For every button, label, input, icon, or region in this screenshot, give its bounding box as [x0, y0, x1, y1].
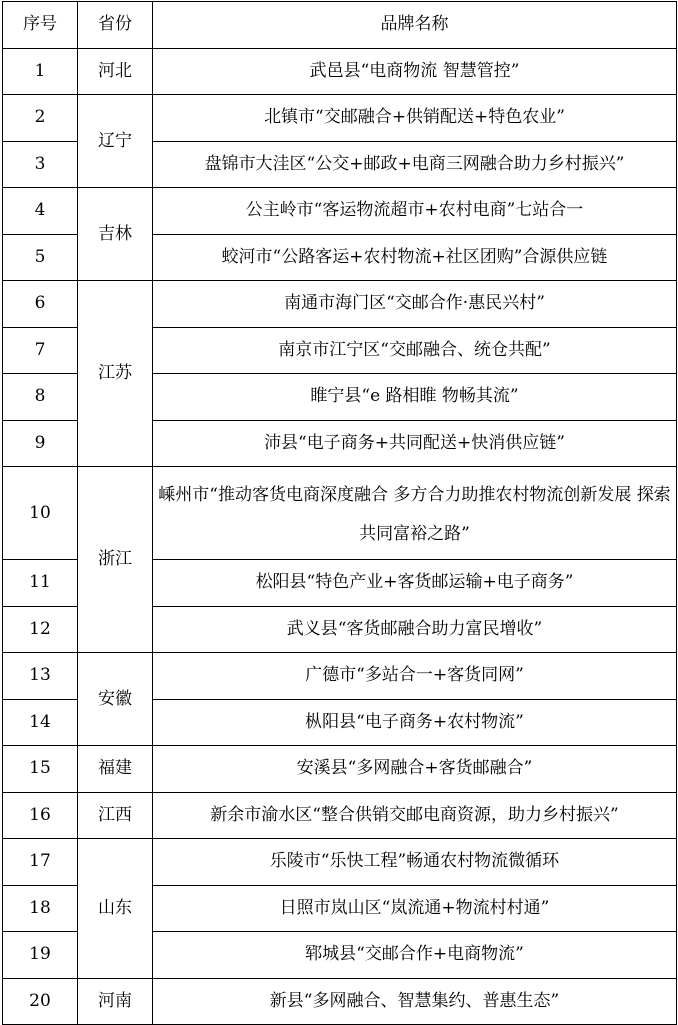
row-province: 福建: [78, 746, 153, 793]
table-row: [3, 839, 677, 886]
row-name: 乐陵市“乐快工程”畅通农村物流微循环: [153, 839, 677, 886]
table-row: [3, 467, 677, 560]
row-name: 南京市江宁区“交邮融合、统仓共配”: [153, 327, 677, 374]
row-no: 6: [3, 281, 78, 328]
row-province: 河南: [78, 978, 153, 1025]
table-header-row: [3, 2, 677, 49]
row-province: 吉林: [78, 188, 153, 281]
row-name: 沛县“电子商务+共同配送+快消供应链”: [153, 420, 677, 467]
table-row: [3, 746, 677, 793]
row-no: 19: [3, 932, 78, 979]
row-name: 盘锦市大洼区“公交+邮政+电商三网融合助力乡村振兴”: [153, 141, 677, 188]
row-no: 15: [3, 746, 78, 793]
table-row: [3, 281, 677, 328]
row-no: 16: [3, 792, 78, 839]
row-no: 10: [3, 467, 78, 560]
row-no: 2: [3, 95, 78, 142]
row-province: 江苏: [78, 281, 153, 467]
header-province: 省份: [78, 2, 153, 49]
row-name: 郓城县“交邮合作+电商物流”: [153, 932, 677, 979]
row-no: 17: [3, 839, 78, 886]
row-name: 广德市“多站合一+客货同网”: [153, 653, 677, 700]
row-no: 12: [3, 606, 78, 653]
row-no: 8: [3, 374, 78, 421]
row-province: 浙江: [78, 467, 153, 653]
row-province: 安徽: [78, 653, 153, 746]
table-row: [3, 653, 677, 700]
row-no: 4: [3, 188, 78, 235]
table-row: [3, 978, 677, 1025]
row-name: 武邑县“电商物流 智慧管控”: [153, 48, 677, 95]
row-no: 18: [3, 885, 78, 932]
row-name: 武义县“客货邮融合助力富民增收”: [153, 606, 677, 653]
row-no: 11: [3, 560, 78, 607]
row-name: 安溪县“多网融合+客货邮融合”: [153, 746, 677, 793]
row-name: 新县“多网融合、智慧集约、普惠生态”: [153, 978, 677, 1025]
row-no: 20: [3, 978, 78, 1025]
row-no: 13: [3, 653, 78, 700]
row-no: 5: [3, 234, 78, 281]
row-name: 松阳县“特色产业+客货邮运输+电子商务”: [153, 560, 677, 607]
table-row: [3, 188, 677, 235]
row-name: 嵊州市“推动客货电商深度融合 多方合力助推农村物流创新发展 探索共同富裕之路”: [153, 467, 677, 560]
row-name: 睢宁县“e 路相睢 物畅其流”: [153, 374, 677, 421]
table-row: [3, 792, 677, 839]
row-province: 山东: [78, 839, 153, 979]
table-row: [3, 48, 677, 95]
row-no: 9: [3, 420, 78, 467]
row-province: 江西: [78, 792, 153, 839]
row-no: 7: [3, 327, 78, 374]
row-no: 1: [3, 48, 78, 95]
table-row: [3, 95, 677, 142]
row-name: 南通市海门区“交邮合作·惠民兴村”: [153, 281, 677, 328]
header-name: 品牌名称: [153, 2, 677, 49]
row-name: 枞阳县“电子商务+农村物流”: [153, 699, 677, 746]
brand-table: [2, 1, 677, 1025]
row-name: 蛟河市“公路客运+农村物流+社区团购”合源供应链: [153, 234, 677, 281]
row-name: 公主岭市“客运物流超市+农村电商”七站合一: [153, 188, 677, 235]
row-no: 14: [3, 699, 78, 746]
row-name: 北镇市“交邮融合+供销配送+特色农业”: [153, 95, 677, 142]
row-province: 河北: [78, 48, 153, 95]
row-province: 辽宁: [78, 95, 153, 188]
row-no: 3: [3, 141, 78, 188]
row-name: 新余市渝水区“整合供销交邮电商资源，助力乡村振兴”: [153, 792, 677, 839]
header-no: 序号: [3, 2, 78, 49]
row-name: 日照市岚山区“岚流通+物流村村通”: [153, 885, 677, 932]
